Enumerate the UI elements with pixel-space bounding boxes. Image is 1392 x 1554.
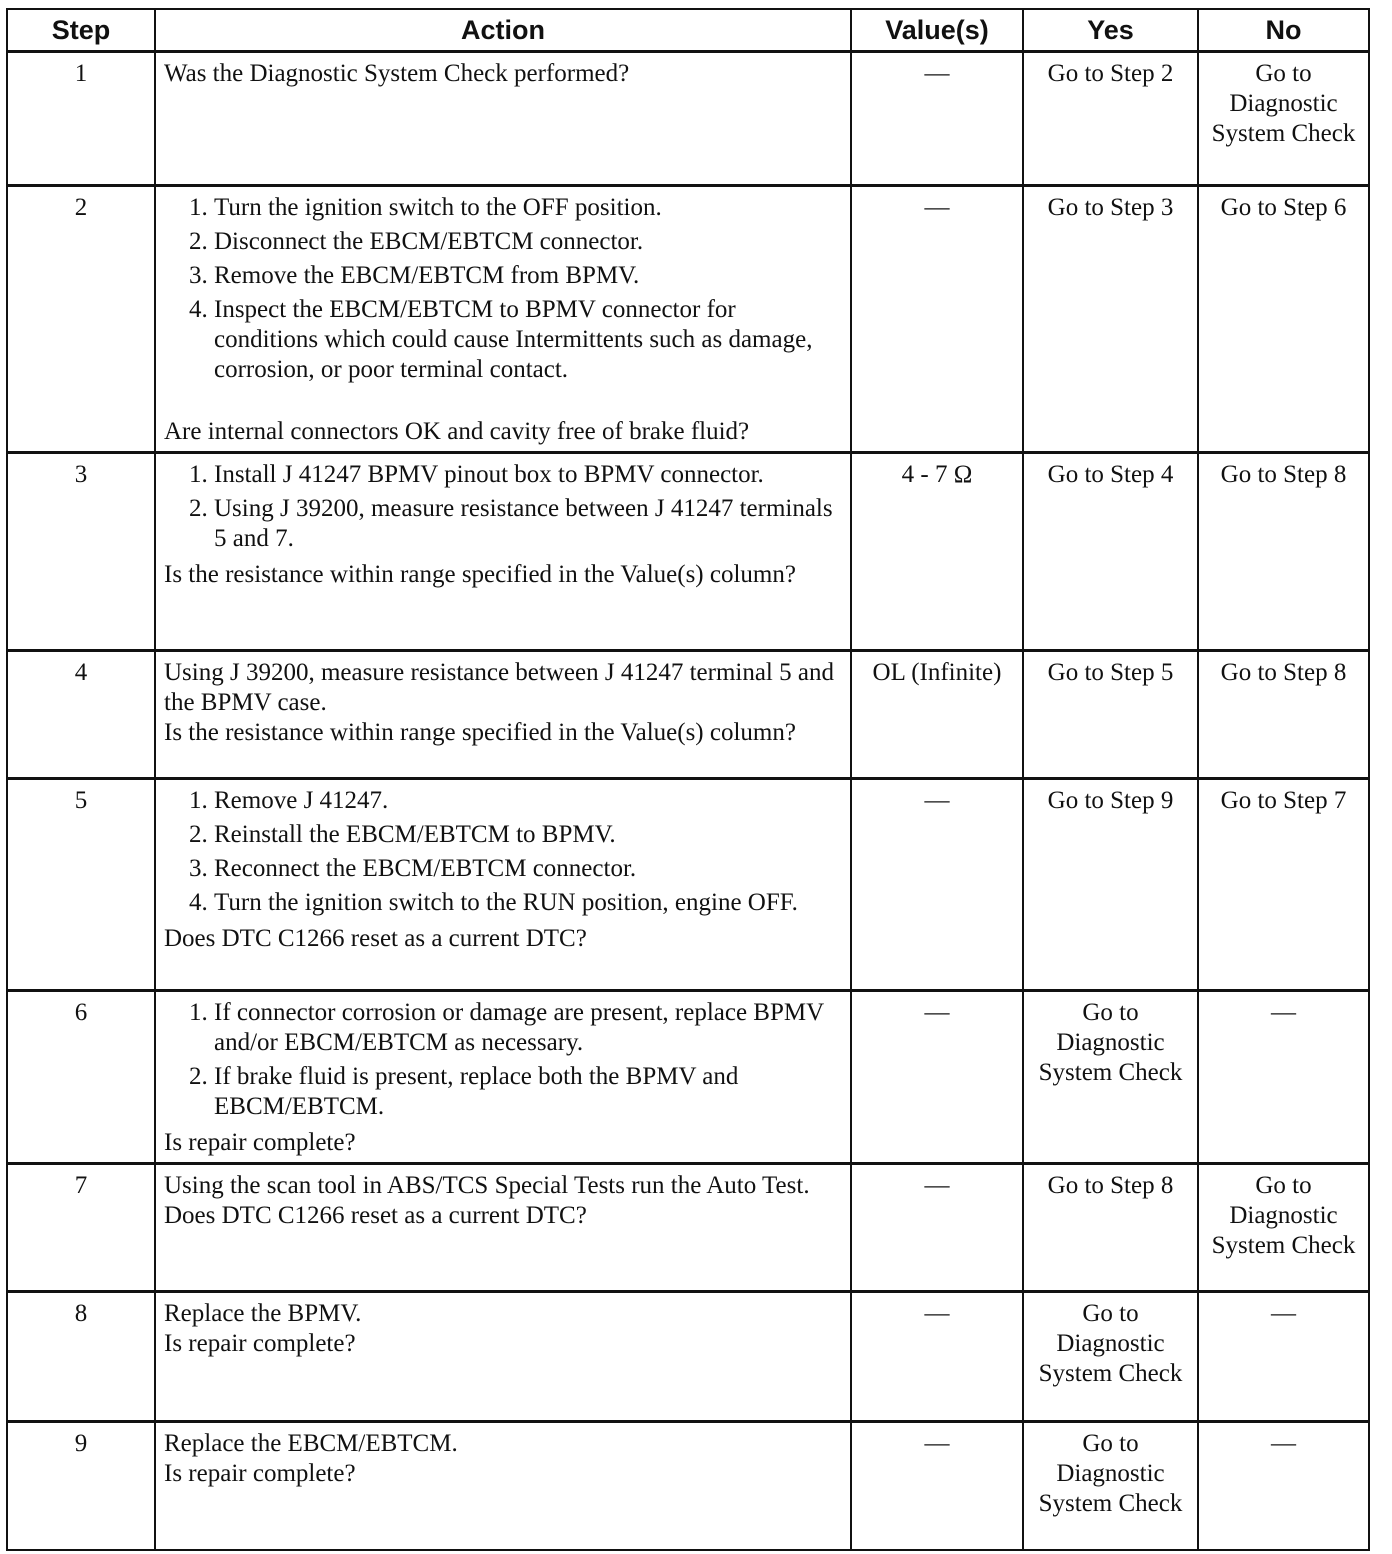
list-item: 3. Remove the EBCM/EBTCM from BPMV. — [214, 261, 842, 291]
value-cell: OL (Infinite) — [851, 651, 1023, 779]
action-cell — [155, 1292, 851, 1422]
action-question: Are internal connectors OK and cavity free of brake fluid? — [164, 418, 750, 445]
action-question: Is repair complete? — [164, 1129, 356, 1156]
yes-cell: Go to Step 2 — [1023, 52, 1198, 186]
value-cell: — — [851, 1422, 1023, 1550]
action-text: Was the Diagnostic System Check performed? — [164, 60, 630, 87]
value-cell: — — [851, 52, 1023, 186]
header-step: Step — [7, 9, 155, 52]
step-number: 3 — [7, 453, 155, 651]
action-question: Is repair complete? — [164, 1330, 356, 1357]
table-row — [7, 1164, 1369, 1292]
table-row — [7, 453, 1369, 651]
action-text: Using J 39200, measure resistance between J 41247 terminal 5 and the BPMV case. — [164, 659, 834, 716]
action-question: Does DTC C1266 reset as a current DTC? — [164, 1202, 587, 1229]
value-cell: — — [851, 1292, 1023, 1422]
action-cell — [155, 453, 851, 651]
no-cell: — — [1198, 1292, 1369, 1422]
value-cell: 4 - 7 Ω — [851, 453, 1023, 651]
no-cell: Go to Diagnostic System Check — [1198, 52, 1369, 186]
value-cell: — — [851, 186, 1023, 453]
header-yes: Yes — [1023, 9, 1198, 52]
list-item: 1. Turn the ignition switch to the OFF position. — [214, 193, 842, 223]
list-item: 2. Reinstall the EBCM/EBTCM to BPMV. — [214, 820, 842, 850]
list-item: 2. If brake fluid is present, replace both the BPMV and EBCM/EBTCM. — [214, 1062, 842, 1122]
table-row — [7, 52, 1369, 186]
table-row — [7, 186, 1369, 453]
action-steps-list — [164, 193, 842, 385]
action-text: Using the scan tool in ABS/TCS Special Tests run the Auto Test. — [164, 1172, 810, 1199]
list-item: 4. Inspect the EBCM/EBTCM to BPMV connector for conditions which could cause Intermittents such as damage, corrosion, or poor terminal contact. — [214, 295, 842, 385]
step-number: 5 — [7, 779, 155, 991]
step-number: 1 — [7, 52, 155, 186]
header-values: Value(s) — [851, 9, 1023, 52]
table-row — [7, 991, 1369, 1164]
action-cell — [155, 1422, 851, 1550]
action-steps-list — [164, 786, 842, 918]
yes-cell: Go to Step 3 — [1023, 186, 1198, 453]
no-cell: Go to Diagnostic System Check — [1198, 1164, 1369, 1292]
list-item: 2. Using J 39200, measure resistance between J 41247 terminals 5 and 7. — [214, 494, 842, 554]
no-cell: Go to Step 7 — [1198, 779, 1369, 991]
diagnostic-table — [6, 8, 1370, 1551]
list-item: 2. Disconnect the EBCM/EBTCM connector. — [214, 227, 842, 257]
action-cell — [155, 186, 851, 453]
no-cell: Go to Step 6 — [1198, 186, 1369, 453]
yes-cell: Go to Step 9 — [1023, 779, 1198, 991]
value-cell: — — [851, 779, 1023, 991]
step-number: 7 — [7, 1164, 155, 1292]
yes-cell: Go to Step 8 — [1023, 1164, 1198, 1292]
action-steps-list — [164, 998, 842, 1122]
diagnostic-table-container — [6, 8, 1368, 1551]
action-cell — [155, 651, 851, 779]
yes-cell: Go to Step 5 — [1023, 651, 1198, 779]
action-cell — [155, 1164, 851, 1292]
table-row — [7, 651, 1369, 779]
list-item: 1. Install J 41247 BPMV pinout box to BPMV connector. — [214, 460, 842, 490]
table-row — [7, 1292, 1369, 1422]
yes-cell: Go to Diagnostic System Check — [1023, 1422, 1198, 1550]
table-row — [7, 779, 1369, 991]
action-text: Replace the BPMV. — [164, 1300, 362, 1327]
yes-cell: Go to Diagnostic System Check — [1023, 991, 1198, 1164]
yes-cell: Go to Step 4 — [1023, 453, 1198, 651]
action-question: Is repair complete? — [164, 1460, 356, 1487]
action-cell — [155, 991, 851, 1164]
list-item: 1. Remove J 41247. — [214, 786, 842, 816]
no-cell: — — [1198, 991, 1369, 1164]
list-item: 4. Turn the ignition switch to the RUN position, engine OFF. — [214, 888, 842, 918]
no-cell: — — [1198, 1422, 1369, 1550]
value-cell: — — [851, 991, 1023, 1164]
step-number: 9 — [7, 1422, 155, 1550]
step-number: 4 — [7, 651, 155, 779]
value-cell: — — [851, 1164, 1023, 1292]
header-row — [7, 9, 1369, 52]
action-question: Is the resistance within range specified in the Value(s) column? — [164, 561, 796, 588]
action-question: Is the resistance within range specified in the Value(s) column? — [164, 719, 796, 746]
list-item: 1. If connector corrosion or damage are present, replace BPMV and/or EBCM/EBTCM as necessary. — [214, 998, 842, 1058]
action-question: Does DTC C1266 reset as a current DTC? — [164, 925, 587, 952]
table-row — [7, 1422, 1369, 1550]
header-no: No — [1198, 9, 1369, 52]
no-cell: Go to Step 8 — [1198, 453, 1369, 651]
action-cell — [155, 52, 851, 186]
action-steps-list — [164, 460, 842, 554]
no-cell: Go to Step 8 — [1198, 651, 1369, 779]
action-text: Replace the EBCM/EBTCM. — [164, 1430, 458, 1457]
spacer — [164, 391, 842, 417]
step-number: 6 — [7, 991, 155, 1164]
action-cell — [155, 779, 851, 991]
step-number: 2 — [7, 186, 155, 453]
list-item: 3. Reconnect the EBCM/EBTCM connector. — [214, 854, 842, 884]
step-number: 8 — [7, 1292, 155, 1422]
yes-cell: Go to Diagnostic System Check — [1023, 1292, 1198, 1422]
header-action: Action — [155, 9, 851, 52]
